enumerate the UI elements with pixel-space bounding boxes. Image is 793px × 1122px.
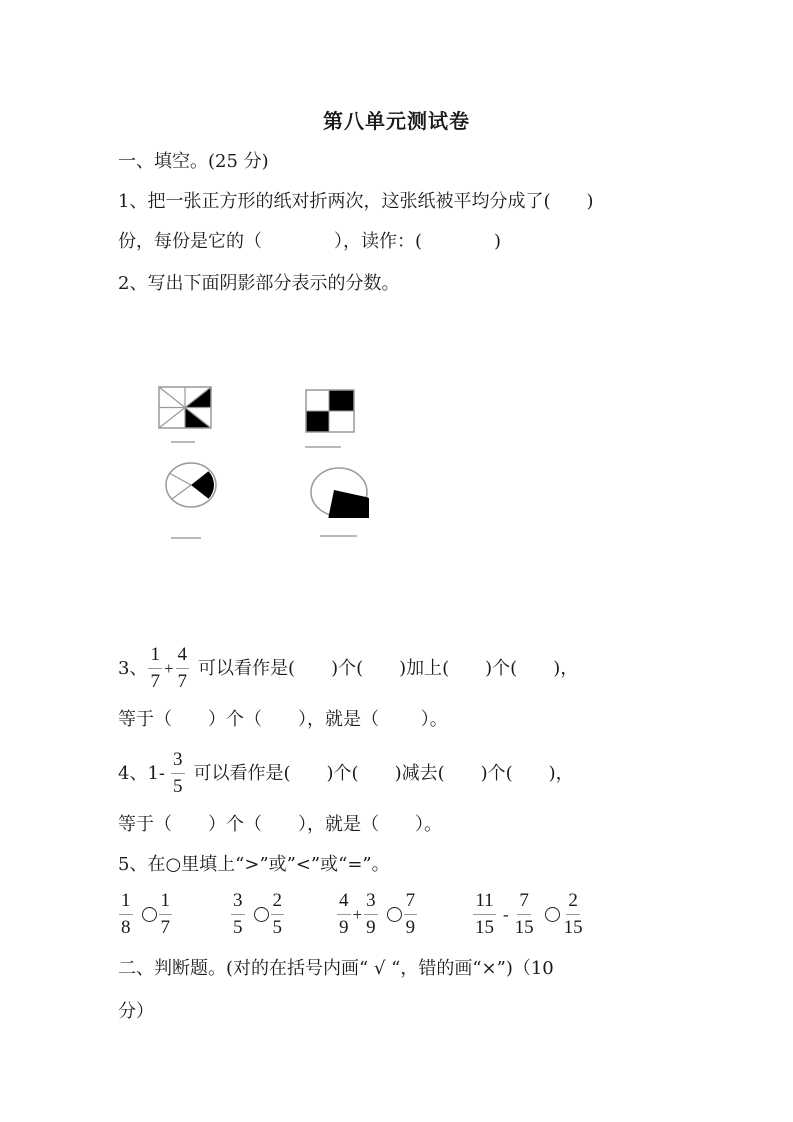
q3-label: 3、: [118, 657, 148, 679]
fraction: [159, 890, 173, 939]
q2-prompt: 2、写出下面阴影部分表示的分数。: [118, 273, 400, 294]
numerator: 3: [364, 890, 378, 915]
denominator: 9: [366, 917, 376, 938]
fraction: [231, 890, 245, 939]
numerator: 7: [404, 890, 418, 915]
denominator: 9: [405, 917, 416, 938]
fraction: [271, 890, 285, 939]
denominator: 15: [475, 917, 494, 938]
q1-line2: 份，每份是它的（ ），读作：( ): [118, 231, 502, 252]
compare-circle-input[interactable]: [545, 907, 560, 922]
denominator: 5: [272, 917, 282, 938]
numerator: 2: [271, 890, 285, 915]
compare-circle-input[interactable]: [142, 907, 157, 922]
denominator: 9: [339, 917, 349, 938]
answer-blank[interactable]: [171, 537, 201, 539]
numerator: 11: [473, 890, 495, 915]
denominator: 8: [121, 917, 131, 938]
numerator: 4: [337, 890, 351, 915]
section1-heading: 一、填空。(25 分): [118, 151, 269, 172]
answer-blank[interactable]: [320, 535, 357, 537]
q4-text: 可以看作是( )个( )减去( )个( )，: [193, 762, 574, 784]
denominator: 7: [150, 671, 160, 692]
q3-line2: 等于（ ）个（ ），就是（ ）。: [118, 709, 448, 730]
figure-circle-thirds: [164, 461, 218, 513]
comparison-item: [336, 890, 472, 939]
fraction: [513, 890, 536, 939]
minus-operator: -: [503, 904, 509, 924]
q4-label: 4、1-: [118, 762, 165, 784]
q3-text: 可以看作是( )个( )加上( )个( )，: [198, 657, 579, 679]
fraction: [148, 644, 162, 693]
q3-line1: [118, 644, 578, 693]
section2-heading-line2: 分）: [118, 1001, 154, 1022]
q4-line2: 等于（ ）个（ ），就是（ ）。: [118, 814, 442, 835]
plus-operator: +: [163, 658, 174, 678]
numerator: 1: [148, 644, 162, 669]
numerator: 7: [517, 890, 531, 915]
denominator: 7: [177, 671, 188, 692]
comparison-item: [230, 890, 336, 939]
plus-operator: +: [352, 904, 363, 924]
fraction: [562, 890, 585, 939]
numerator: 1: [119, 890, 133, 915]
denominator: 15: [514, 917, 534, 938]
fraction: [473, 890, 496, 939]
comparison-item: [472, 890, 586, 939]
comparison-item: [118, 890, 230, 939]
numerator: 1: [159, 890, 173, 915]
page-title: 第八单元测试卷: [323, 109, 470, 133]
comparison-row: [118, 890, 586, 939]
denominator: 5: [173, 776, 183, 797]
q1-line1: 1、把一张正方形的纸对折两次，这张纸被平均分成了( ): [118, 191, 594, 212]
denominator: 15: [563, 917, 583, 938]
denominator: 7: [160, 917, 170, 938]
fraction: [119, 890, 133, 939]
numerator: 4: [176, 644, 190, 669]
answer-blank[interactable]: [305, 446, 341, 448]
fraction: [171, 749, 185, 798]
fraction: [404, 890, 418, 939]
denominator: 5: [233, 917, 243, 938]
numerator: 3: [231, 890, 245, 915]
fraction: [364, 890, 378, 939]
numerator: 3: [171, 749, 185, 774]
numerator: 2: [566, 890, 580, 915]
fraction: [176, 644, 190, 693]
figure-circle-sector: [309, 466, 369, 522]
figure-square-eighths: [157, 385, 213, 434]
compare-circle-input[interactable]: [387, 907, 402, 922]
q5-prompt: 5、在○里填上“>”或”<”或“=”。: [118, 854, 390, 875]
compare-circle-input[interactable]: [254, 907, 269, 922]
q4-line1: [118, 749, 574, 798]
fraction: [337, 890, 351, 939]
figure-square-quarters: [305, 389, 355, 437]
answer-blank[interactable]: [171, 441, 195, 443]
section2-heading-line1: 二、判断题。(对的在括号内画“ √ “，错的画“×”)（10: [118, 958, 554, 979]
